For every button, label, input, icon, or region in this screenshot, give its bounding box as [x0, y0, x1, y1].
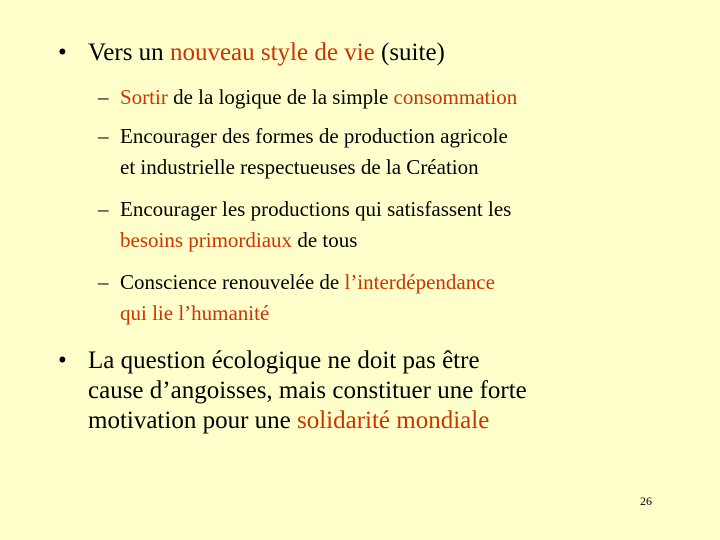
subitem-1-text [98, 82, 678, 113]
subitem-2 [98, 121, 678, 183]
bullet-2-line-2: cause d’angoisses, mais constituer une forte [88, 376, 527, 404]
dash-marker: – [98, 85, 109, 109]
bullet-2-highlight: solidarité mondiale [297, 406, 490, 434]
subitem-3 [98, 194, 678, 256]
subitem-2-text [98, 121, 678, 183]
dash-marker: – [98, 197, 109, 221]
subitem-4-text [98, 267, 678, 329]
subitem-1-text-part: de la logique de la simple [167, 85, 394, 109]
bullet-1-text-part: Vers un [88, 39, 170, 66]
subitem-4 [98, 267, 678, 329]
bullet-2-text [58, 346, 678, 435]
bullet-2-line-1: La question écologique ne doit pas être [88, 347, 480, 374]
bullet-1-text [58, 38, 678, 68]
bullet-2 [58, 346, 678, 435]
subitem-3-highlight: besoins primordiaux [120, 228, 293, 253]
subitem-1-highlight: Sortir [120, 85, 168, 109]
subitem-4-highlight: l’interdépendance [344, 270, 495, 294]
subitem-1 [98, 82, 678, 113]
subitem-4-text-part: Conscience renouvelée de [120, 270, 345, 294]
dash-marker: – [98, 124, 109, 148]
page-number: 26 [640, 494, 652, 508]
bullet-marker: • [58, 347, 67, 374]
subitem-3-text [98, 194, 678, 256]
bullet-1 [58, 38, 678, 68]
dash-marker: – [98, 270, 109, 294]
subitem-3-line-1: Encourager les productions qui satisfassent les [120, 197, 512, 221]
subitem-1-highlight-2: consommation [393, 85, 518, 109]
subitem-3-text-suffix: de tous [292, 228, 358, 253]
bullet-marker: • [58, 39, 67, 66]
bullet-1-text-suffix: (suite) [374, 39, 445, 66]
subitem-4-line-2: qui lie l’humanité [120, 301, 270, 326]
bullet-1-highlight: nouveau style de vie [169, 39, 375, 66]
bullet-2-line-3: motivation pour une [88, 406, 297, 434]
subitem-2-line-1: Encourager des formes de production agricole [120, 124, 508, 148]
subitem-2-line-2: et industrielle respectueuses de la Création [120, 155, 479, 180]
